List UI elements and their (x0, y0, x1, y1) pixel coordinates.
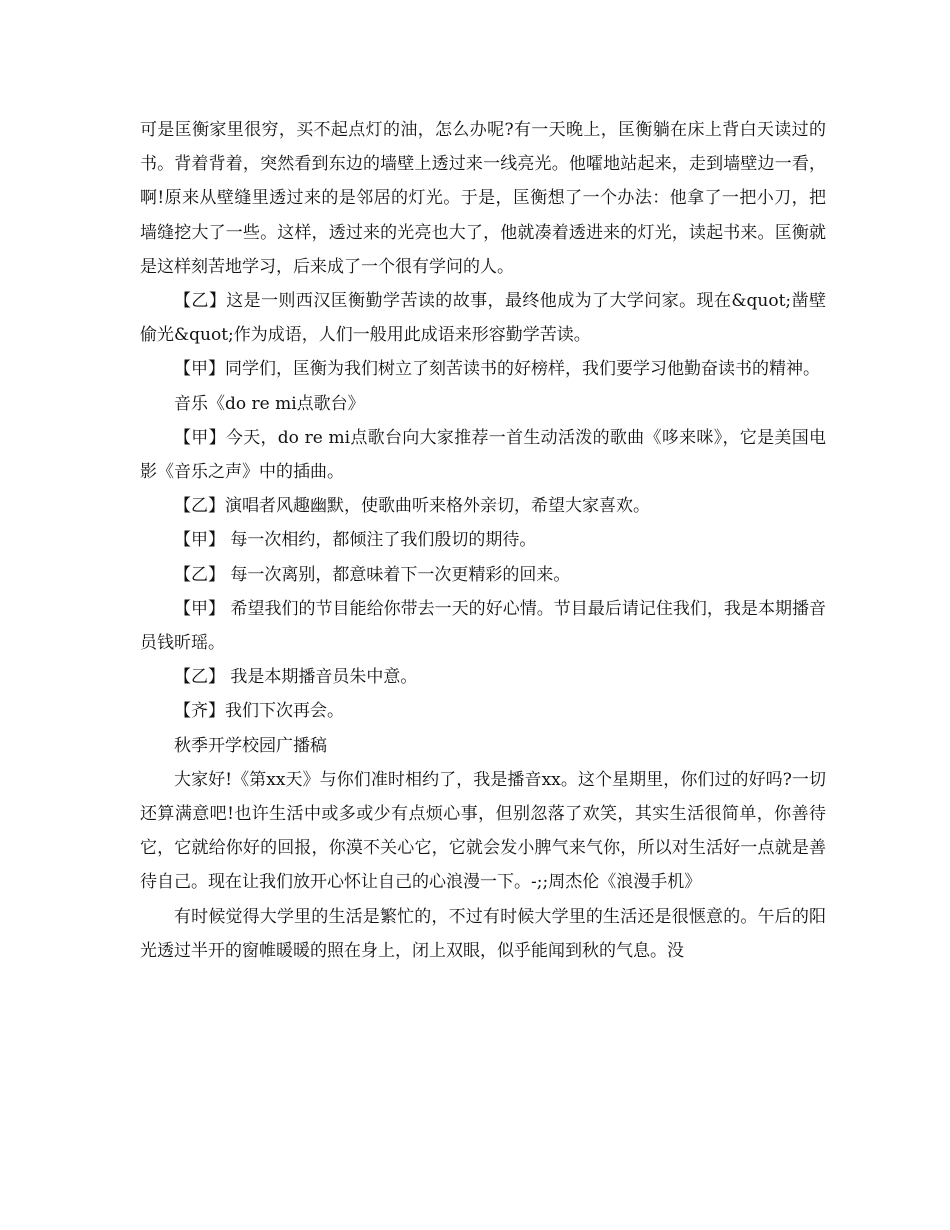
paragraph-jia-song-intro: 【甲】今天，do re mi点歌台向大家推荐一首生动活泼的歌曲《哆来咪》，它是美国电影《音乐之声》中的插曲。 (140, 427, 826, 483)
paragraph-jia-closing: 【甲】 希望我们的节目能给你带去一天的好心情。节目最后请记住我们，我是本期播音员钱昕瑶。 (140, 598, 826, 654)
paragraph-college-life: 有时候觉得大学里的生活是繁忙的，不过有时候大学里的生活还是很惬意的。午后的阳光透过半开的窗帷暖暖的照在身上，闭上双眼，似乎能闻到秋的气息。没 (140, 906, 826, 961)
paragraph-jia-meeting: 【甲】 每一次相约，都倾注了我们殷切的期待。 (174, 530, 537, 551)
paragraph-yi-singer: 【乙】演唱者风趣幽默，使歌曲听来格外亲切，希望大家喜欢。 (174, 496, 650, 517)
paragraph-yi-idiom: 【乙】这是一则西汉匡衡勤学苦读的故事，最终他成为了大学问家。现在&quot;凿壁偷光&quot;作为成语，人们一般用此成语来形容勤学苦读。 (140, 291, 826, 346)
paragraph-kuangheng-story: 可是匡衡家里很穷，买不起点灯的油，怎么办呢?有一天晚上，匡衡躺在床上背白天读过的书。背着背着，突然看到东边的墙壁上透过来一线亮光。他嚯地站起来，走到墙壁边一看，啊!原来从壁缝里透过来的是邻居的灯光。于是，匡衡想了一个办法：他拿了一把小刀，把墙缝挖大了一些。这样，透过来的光亮也大了，他就凑着透进来的灯光，读起书来。匡衡就是这样刻苦地学习，后来成了一个很有学问的人。 (140, 120, 826, 277)
paragraph-jia-role-model: 【甲】同学们，匡衡为我们树立了刻苦读书的好榜样，我们要学习他勤奋读书的精神。 (174, 359, 820, 380)
section-heading-autumn: 秋季开学校园广播稿 (174, 735, 327, 756)
paragraph-all-goodbye: 【齐】我们下次再会。 (174, 701, 344, 722)
paragraph-yi-parting: 【乙】 每一次离别，都意味着下一次更精彩的回来。 (174, 564, 571, 585)
document-body (140, 113, 826, 968)
paragraph-yi-announcer: 【乙】 我是本期播音员朱中意。 (174, 667, 418, 688)
section-heading-music: 音乐《do re mi点歌台》 (174, 393, 365, 414)
paragraph-greeting: 大家好!《第xx天》与你们准时相约了，我是播音xx。这个星期里，你们过的好吗?一切还算满意吧!也许生活中或多或少有点烦心事，但别忽落了欢笑，其实生活很简单，你善待它，它就给你好的回报，你漠不关心它，它就会发小脾气来气你，所以对生活好一点就是善待自己。现在让我们放开心怀让自己的心浪漫一下。-;;周杰伦《浪漫手机》 (140, 769, 826, 893)
